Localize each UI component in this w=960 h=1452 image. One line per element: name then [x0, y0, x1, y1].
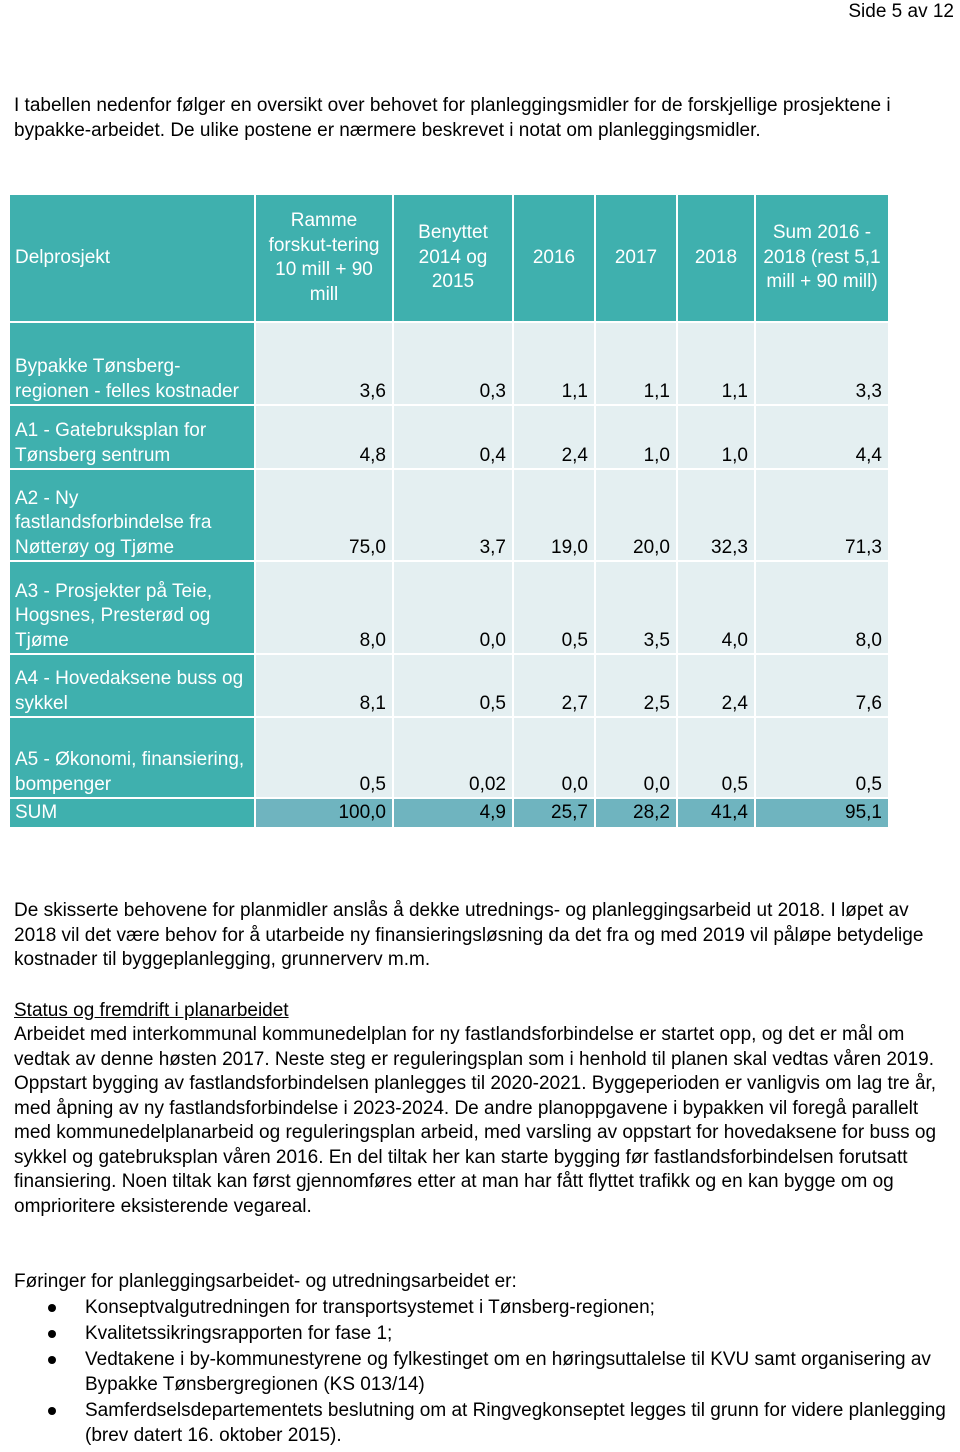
sum-value: 4,9 — [394, 799, 512, 827]
guideline-text: Konseptvalgutredningen for transportsystemet i Tønsberg-regionen; — [85, 1297, 655, 1318]
header-sum: Sum 2016 - 2018 (rest 5,1 mill + 90 mill) — [756, 195, 888, 321]
row-value: 8,0 — [256, 562, 392, 653]
header-benyttet: Benyttet 2014 og 2015 — [394, 195, 512, 321]
row-value: 4,0 — [678, 562, 754, 653]
status-paragraph: Arbeidet med interkommunal kommunedelplan for ny fastlandsforbindelse er startet opp, og det er mål om vedtak av denne høsten 2017. Neste steg er reguleringsplan som i henhold til planen skal vedtas våren 2019. Oppstart bygging av fastlandsforbindelsen planlegges til 2020-2021. Byggeperioden er vanligvis om lag tre år, med åpning av ny fastlandsforbindelse i 2023-2024. De andre planoppgavene i bypakken vil foregå parallelt med kommunedelplanarbeid og reguleringsplan arbeid, med varsling av oppstart for hovedaksene for buss og sykkel og gatebruksplan våren 2016. En del tiltak her kan starte bygging før fastlandsforbindelsen forutsatt finansiering. Noen tiltak kan først gjennomføres etter at man har fått flyttet trafikk og en kan bygge om og omprioritere eksisterende vegareal. — [14, 1024, 937, 1217]
header-delprosjekt: Delprosjekt — [10, 195, 254, 321]
row-value: 4,4 — [756, 406, 888, 468]
row-value: 0,0 — [596, 718, 676, 797]
row-value: 0,0 — [394, 562, 512, 653]
row-label: A4 - Hovedaksene buss og sykkel — [10, 655, 254, 716]
row-value: 0,5 — [678, 718, 754, 797]
table-row — [10, 718, 888, 797]
guidelines-intro: Føringer for planleggingsarbeidet- og utredningsarbeidet er: — [14, 1271, 517, 1292]
page-number: Side 5 av 12 — [848, 1, 954, 22]
row-value: 3,3 — [756, 323, 888, 404]
sum-value: 25,7 — [514, 799, 594, 827]
row-value: 0,5 — [514, 562, 594, 653]
guideline-text: Kvalitetssikringsrapporten for fase 1; — [85, 1323, 393, 1344]
row-value: 4,8 — [256, 406, 392, 468]
table-body — [10, 323, 888, 827]
sum-value: 95,1 — [756, 799, 888, 827]
row-value: 75,0 — [256, 470, 392, 560]
bullet-icon — [48, 1356, 56, 1364]
row-value: 0,02 — [394, 718, 512, 797]
row-value: 20,0 — [596, 470, 676, 560]
sum-row — [10, 799, 888, 827]
header-2017: 2017 — [596, 195, 676, 321]
row-value: 1,0 — [596, 406, 676, 468]
sum-value: 100,0 — [256, 799, 392, 827]
row-label: A1 - Gatebruksplan for Tønsberg sentrum — [10, 406, 254, 468]
bullet-icon — [48, 1407, 56, 1415]
row-value: 2,4 — [678, 655, 754, 716]
guideline-item — [14, 1347, 954, 1397]
sum-label: SUM — [10, 799, 254, 827]
row-label: A5 - Økonomi, finansiering, bompenger — [10, 718, 254, 797]
sum-value: 28,2 — [596, 799, 676, 827]
row-value: 1,0 — [678, 406, 754, 468]
guidelines-list — [14, 1295, 954, 1449]
row-label: A2 - Ny fastlandsforbindelse fra Nøtterøy og Tjøme — [10, 470, 254, 560]
row-value: 71,3 — [756, 470, 888, 560]
row-value: 3,6 — [256, 323, 392, 404]
table-row — [10, 470, 888, 560]
row-value: 2,7 — [514, 655, 594, 716]
row-value: 0,5 — [256, 718, 392, 797]
row-value: 0,3 — [394, 323, 512, 404]
status-heading: Status og fremdrift i planarbeidet — [14, 1000, 289, 1021]
guideline-item — [14, 1398, 954, 1448]
bullet-icon — [48, 1304, 56, 1312]
row-value: 3,5 — [596, 562, 676, 653]
table-row — [10, 406, 888, 468]
guideline-item — [14, 1295, 954, 1320]
row-value: 2,4 — [514, 406, 594, 468]
row-value: 0,4 — [394, 406, 512, 468]
row-label: A3 - Prosjekter på Teie, Hogsnes, Presterød og Tjøme — [10, 562, 254, 653]
header-2018: 2018 — [678, 195, 754, 321]
row-value: 3,7 — [394, 470, 512, 560]
sum-value: 41,4 — [678, 799, 754, 827]
row-value: 8,0 — [756, 562, 888, 653]
estimate-paragraph: De skisserte behovene for planmidler anslås å dekke utrednings- og planleggingsarbeid ut 2018. I løpet av 2018 vil det være behov for å utarbeide ny finansieringsløsning da det fra og med 2019 vil påløpe betydelige kostnader til byggeplanlegging, grunnerverv m.m. — [14, 900, 924, 970]
table-row — [10, 562, 888, 653]
row-value: 1,1 — [596, 323, 676, 404]
table-row — [10, 323, 888, 404]
header-2016: 2016 — [514, 195, 594, 321]
row-value: 0,5 — [756, 718, 888, 797]
row-label: Bypakke Tønsberg-regionen - felles kostnader — [10, 323, 254, 404]
row-value: 1,1 — [514, 323, 594, 404]
table-row — [10, 655, 888, 716]
planning-funds-table — [8, 193, 890, 829]
row-value: 32,3 — [678, 470, 754, 560]
header-ramme: Ramme forskut-tering 10 mill + 90 mill — [256, 195, 392, 321]
intro-paragraph: I tabellen nedenfor følger en oversikt over behovet for planleggingsmidler for de forskjellige prosjektene i bypakke-arbeidet. De ulike postene er nærmere beskrevet i notat om planleggingsmidler. — [14, 95, 891, 141]
bullet-icon — [48, 1330, 56, 1338]
guideline-text: Samferdselsdepartementets beslutning om at Ringvegkonseptet legges til grunn for videre planlegging (brev datert 16. oktober 2015). — [85, 1400, 946, 1446]
row-value: 1,1 — [678, 323, 754, 404]
row-value: 7,6 — [756, 655, 888, 716]
guideline-text: Vedtakene i by-kommunestyrene og fylkestinget om en høringsuttalelse til KVU samt organisering av Bypakke Tønsbergregionen (KS 013/14) — [85, 1349, 931, 1395]
row-value: 2,5 — [596, 655, 676, 716]
row-value: 8,1 — [256, 655, 392, 716]
row-value: 0,0 — [514, 718, 594, 797]
guideline-item — [14, 1321, 954, 1346]
row-value: 19,0 — [514, 470, 594, 560]
row-value: 0,5 — [394, 655, 512, 716]
table-header-row — [10, 195, 888, 321]
